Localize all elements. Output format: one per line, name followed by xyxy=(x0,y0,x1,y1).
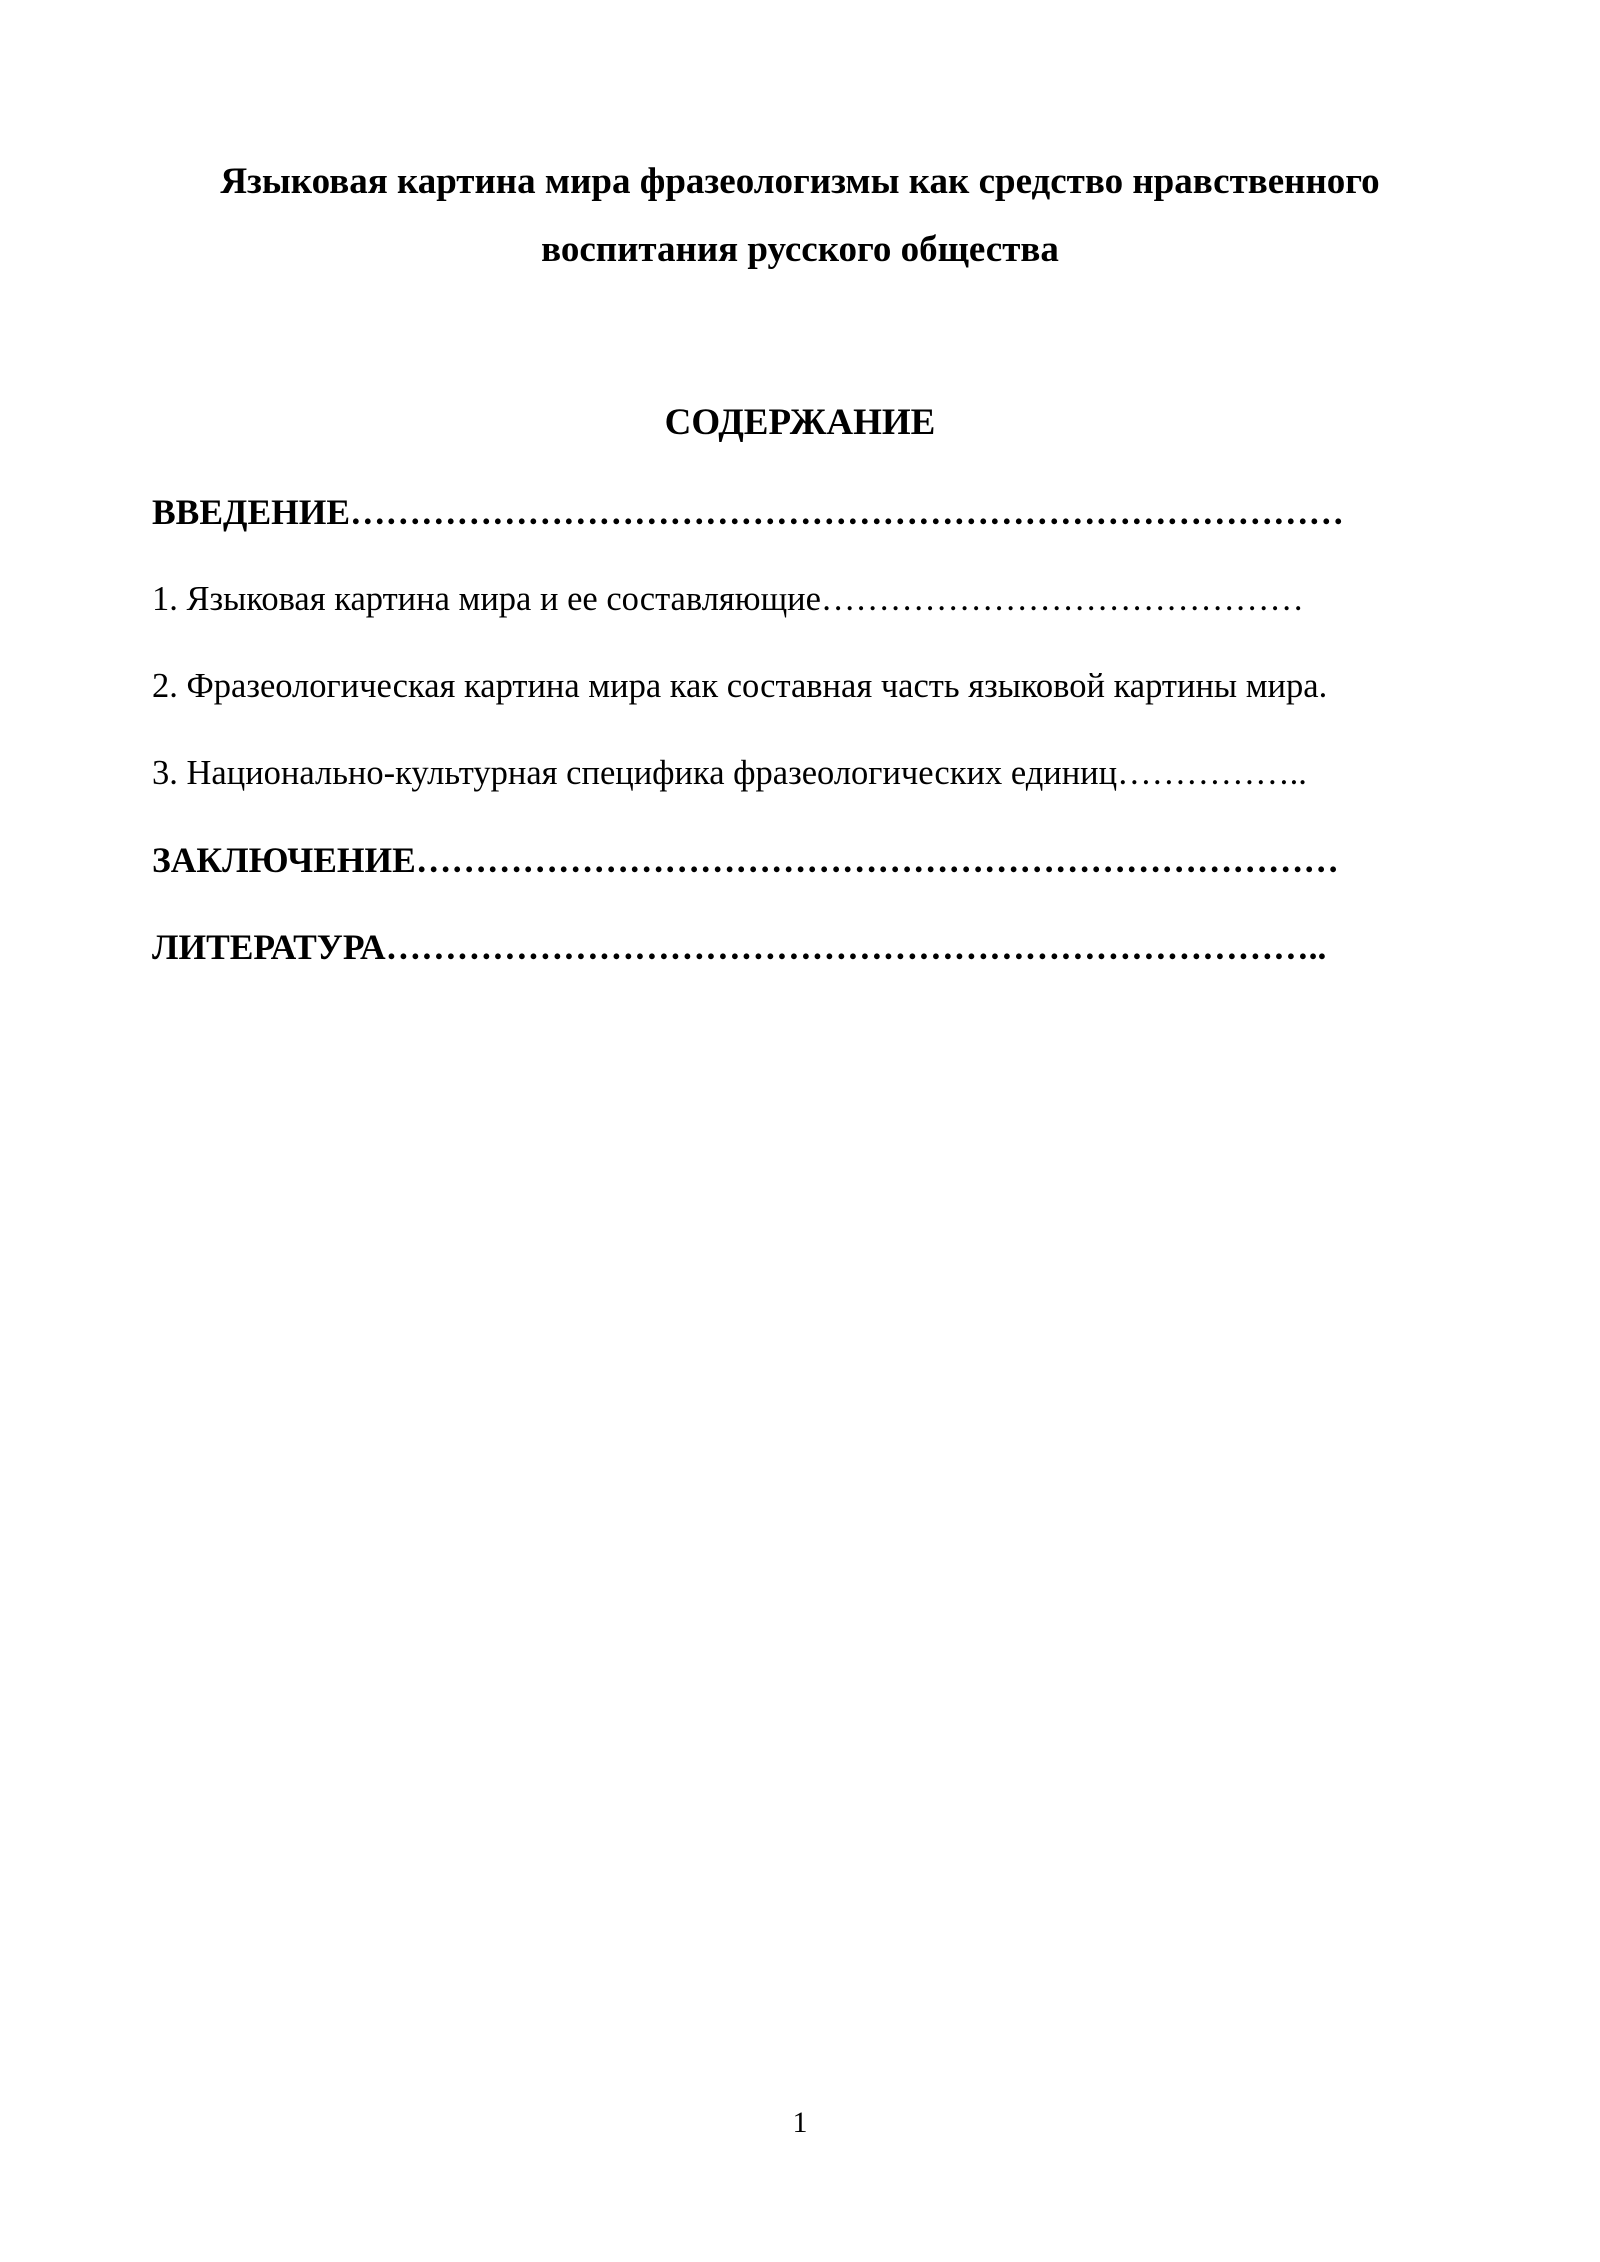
toc-item-chapter-1: 1. Языковая картина мира и ее составляющие…………………………………… xyxy=(152,580,1304,618)
toc-item-conclusion: ЗАКЛЮЧЕНИЕ…………………………………………………………………… xyxy=(152,840,1339,880)
toc-item-chapter-2: 2. Фразеологическая картина мира как составная часть языковой картины мира. xyxy=(152,667,1328,705)
toc-item-introduction: ВВЕДЕНИЕ………………………………………………………………………… xyxy=(152,492,1345,532)
toc-item-chapter-3: 3. Национально-культурная специфика фразеологических единиц…………….. xyxy=(152,754,1307,792)
document-title xyxy=(150,148,1450,284)
document-title-line-1: Языковая картина мира фразеологизмы как средство нравственного xyxy=(220,161,1380,202)
toc-item-literature: ЛИТЕРАТУРА…………………………………………………………………….. xyxy=(152,927,1327,967)
table-of-contents xyxy=(152,487,1452,1009)
document-title-line-2: воспитания русского общества xyxy=(541,229,1059,270)
toc-heading: СОДЕРЖАНИЕ xyxy=(664,402,936,443)
page-number: 1 xyxy=(792,2106,808,2139)
